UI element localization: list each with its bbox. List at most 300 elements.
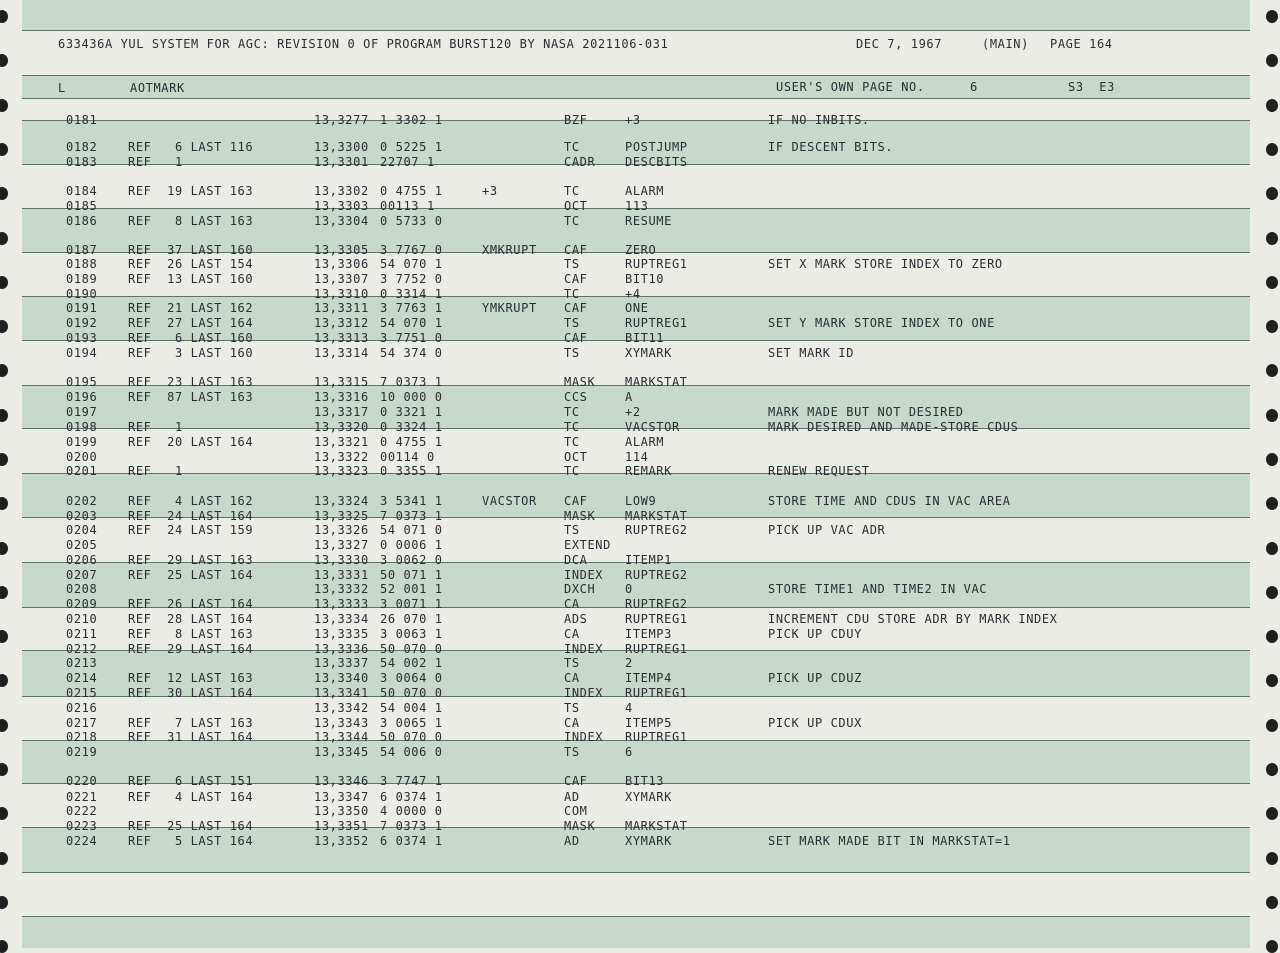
feed-hole (1266, 852, 1278, 865)
comment: SET X MARK STORE INDEX TO ZERO (768, 257, 1003, 271)
line-number: 0223 (66, 819, 98, 833)
operand: ONE (625, 301, 649, 315)
comment: PICK UP VAC ADR (768, 523, 886, 537)
line-number: 0186 (66, 214, 98, 228)
opcode: TC (564, 214, 580, 228)
machine-code: 7 0373 1 (380, 509, 443, 523)
address: 13,3336 (314, 642, 369, 656)
opcode: MASK (564, 375, 596, 389)
opcode: TC (564, 464, 580, 478)
cross-reference: REF 28 LAST 164 (128, 612, 254, 626)
address: 13,3303 (314, 199, 369, 213)
comment: SET MARK MADE BIT IN MARKSTAT=1 (768, 834, 1011, 848)
feed-hole (1266, 143, 1278, 156)
line-number: 0208 (66, 582, 98, 596)
opcode: INDEX (564, 686, 604, 700)
operand: +2 (625, 405, 641, 419)
symbol-label: +3 (482, 184, 498, 198)
line-number: 0201 (66, 464, 98, 478)
machine-code: 00114 0 (380, 450, 435, 464)
feed-hole (1266, 763, 1278, 776)
address: 13,3321 (314, 435, 369, 449)
cross-reference: REF 25 LAST 164 (128, 819, 254, 833)
machine-code: 7 0373 1 (380, 375, 443, 389)
feed-hole (1266, 187, 1278, 200)
operand: VACSTOR (625, 420, 680, 434)
feed-hole (0, 497, 8, 510)
line-number: 0217 (66, 716, 98, 730)
line-number: 0196 (66, 390, 98, 404)
address: 13,3310 (314, 287, 369, 301)
operand: POSTJUMP (625, 140, 688, 154)
machine-code: 0 3324 1 (380, 420, 443, 434)
users-page-number: 6 (970, 80, 978, 94)
machine-code: 54 070 1 (380, 257, 443, 271)
cross-reference: REF 24 LAST 164 (128, 509, 254, 523)
line-number: 0191 (66, 301, 98, 315)
machine-code: 54 071 0 (380, 523, 443, 537)
operand: ALARM (625, 435, 665, 449)
feed-hole (0, 99, 8, 112)
opcode: OCT (564, 199, 588, 213)
line-number: 0214 (66, 671, 98, 685)
address: 13,3316 (314, 390, 369, 404)
operand: MARKSTAT (625, 509, 688, 523)
opcode: TC (564, 140, 580, 154)
operand: 113 (625, 199, 649, 213)
operand: DESCBITS (625, 155, 688, 169)
feed-hole (1266, 674, 1278, 687)
line-number: 0195 (66, 375, 98, 389)
feed-hole (0, 409, 8, 422)
machine-code: 0 3314 1 (380, 287, 443, 301)
line-number: 0205 (66, 538, 98, 552)
opcode: CAF (564, 272, 588, 286)
operand: RUPTREG2 (625, 597, 688, 611)
cross-reference: REF 21 LAST 162 (128, 301, 254, 315)
feed-hole (1266, 807, 1278, 820)
address: 13,3341 (314, 686, 369, 700)
symbol-label: XMKRUPT (482, 243, 537, 257)
opcode: COM (564, 804, 588, 818)
opcode: AD (564, 834, 580, 848)
symbol-label: VACSTOR (482, 494, 537, 508)
machine-code: 22707 1 (380, 155, 435, 169)
address: 13,3320 (314, 420, 369, 434)
feed-hole (1266, 276, 1278, 289)
line-number: 0222 (66, 804, 98, 818)
cross-reference: REF 12 LAST 163 (128, 671, 254, 685)
print-date: DEC 7, 1967 (856, 37, 943, 51)
opcode: MASK (564, 509, 596, 523)
address: 13,3331 (314, 568, 369, 582)
operand: ZERO (625, 243, 657, 257)
comment: PICK UP CDUZ (768, 671, 862, 685)
cross-reference: REF 8 LAST 163 (128, 214, 254, 228)
cross-reference: REF 6 LAST 151 (128, 774, 254, 788)
line-number: 0202 (66, 494, 98, 508)
address: 13,3343 (314, 716, 369, 730)
feed-hole (1266, 940, 1278, 953)
address: 13,3327 (314, 538, 369, 552)
operand: BIT11 (625, 331, 665, 345)
address: 13,3346 (314, 774, 369, 788)
machine-code: 54 006 0 (380, 745, 443, 759)
machine-code: 3 7751 0 (380, 331, 443, 345)
operand: ITEMP3 (625, 627, 672, 641)
cross-reference: REF 29 LAST 164 (128, 642, 254, 656)
address: 13,3306 (314, 257, 369, 271)
machine-code: 3 7752 0 (380, 272, 443, 286)
operand: RUPTREG1 (625, 730, 688, 744)
machine-code: 54 070 1 (380, 316, 443, 330)
machine-code: 3 7767 0 (380, 243, 443, 257)
line-number: 0207 (66, 568, 98, 582)
machine-code: 0 3355 1 (380, 464, 443, 478)
band-rule (22, 98, 1250, 99)
line-number: 0194 (66, 346, 98, 360)
opcode: TC (564, 405, 580, 419)
machine-code: 0 5225 1 (380, 140, 443, 154)
feed-hole (0, 719, 8, 732)
feed-hole (0, 276, 8, 289)
line-number: 0218 (66, 730, 98, 744)
feed-hole (1266, 232, 1278, 245)
opcode: INDEX (564, 568, 604, 582)
address: 13,3312 (314, 316, 369, 330)
machine-code: 0 3321 1 (380, 405, 443, 419)
paper-band (22, 75, 1250, 98)
users-page-label: USER'S OWN PAGE NO. (776, 80, 925, 94)
operand: RUPTREG1 (625, 642, 688, 656)
operand: REMARK (625, 464, 672, 478)
feed-hole (1266, 719, 1278, 732)
address: 13,3302 (314, 184, 369, 198)
machine-code: 7 0373 1 (380, 819, 443, 833)
cross-reference: REF 8 LAST 163 (128, 627, 254, 641)
opcode: CAF (564, 494, 588, 508)
operand: A (625, 390, 633, 404)
line-number: 0185 (66, 199, 98, 213)
machine-code: 50 071 1 (380, 568, 443, 582)
machine-code: 3 7763 1 (380, 301, 443, 315)
opcode: MASK (564, 819, 596, 833)
machine-code: 6 0374 1 (380, 834, 443, 848)
operand: +4 (625, 287, 641, 301)
line-number: 0183 (66, 155, 98, 169)
operand: 6 (625, 745, 633, 759)
operand: ALARM (625, 184, 665, 198)
machine-code: 4 0000 0 (380, 804, 443, 818)
line-number: 0181 (66, 113, 98, 127)
machine-code: 3 0071 1 (380, 597, 443, 611)
line-number: 0193 (66, 331, 98, 345)
feed-hole (1266, 497, 1278, 510)
feed-hole (0, 586, 8, 599)
feed-hole (1266, 320, 1278, 333)
operand: +3 (625, 113, 641, 127)
feed-hole (0, 54, 8, 67)
operand: LOW9 (625, 494, 657, 508)
line-number: 0188 (66, 257, 98, 271)
feed-hole (1266, 364, 1278, 377)
feed-hole (1266, 54, 1278, 67)
address: 13,3305 (314, 243, 369, 257)
opcode: BZF (564, 113, 588, 127)
line-number: 0197 (66, 405, 98, 419)
opcode: CAF (564, 243, 588, 257)
feed-hole (1266, 409, 1278, 422)
opcode: TC (564, 184, 580, 198)
opcode: INDEX (564, 730, 604, 744)
address: 13,3314 (314, 346, 369, 360)
operand: XYMARK (625, 790, 672, 804)
feed-hole (1266, 453, 1278, 466)
line-number: 0210 (66, 612, 98, 626)
address: 13,3311 (314, 301, 369, 315)
feed-hole (0, 630, 8, 643)
feed-hole (0, 807, 8, 820)
machine-code: 54 374 0 (380, 346, 443, 360)
machine-code: 0 4755 1 (380, 435, 443, 449)
line-number: 0182 (66, 140, 98, 154)
operand: RUPTREG2 (625, 523, 688, 537)
line-number: 0221 (66, 790, 98, 804)
level-marker: L (58, 81, 66, 95)
address: 13,3350 (314, 804, 369, 818)
operand: BIT10 (625, 272, 665, 286)
address: 13,3332 (314, 582, 369, 596)
cross-reference: REF 1 (128, 155, 183, 169)
feed-hole (1266, 10, 1278, 23)
operand: BIT13 (625, 774, 665, 788)
machine-code: 3 0064 0 (380, 671, 443, 685)
operand: 0 (625, 582, 633, 596)
machine-code: 00113 1 (380, 199, 435, 213)
cross-reference: REF 4 LAST 162 (128, 494, 254, 508)
comment: PICK UP CDUY (768, 627, 862, 641)
feed-hole (0, 320, 8, 333)
opcode: TC (564, 287, 580, 301)
operand: RUPTREG2 (625, 568, 688, 582)
line-number: 0212 (66, 642, 98, 656)
feed-hole (0, 232, 8, 245)
operand: RESUME (625, 214, 672, 228)
operand: MARKSTAT (625, 819, 688, 833)
cross-reference: REF 23 LAST 163 (128, 375, 254, 389)
feed-hole (0, 674, 8, 687)
feed-hole (1266, 586, 1278, 599)
opcode: CA (564, 671, 580, 685)
cross-reference: REF 25 LAST 164 (128, 568, 254, 582)
line-number: 0206 (66, 553, 98, 567)
address: 13,3322 (314, 450, 369, 464)
address: 13,3335 (314, 627, 369, 641)
address: 13,3344 (314, 730, 369, 744)
machine-code: 1 3302 1 (380, 113, 443, 127)
cross-reference: REF 3 LAST 160 (128, 346, 254, 360)
address: 13,3323 (314, 464, 369, 478)
line-number: 0220 (66, 774, 98, 788)
address: 13,3307 (314, 272, 369, 286)
cross-reference: REF 27 LAST 164 (128, 316, 254, 330)
address: 13,3337 (314, 656, 369, 670)
operand: 114 (625, 450, 649, 464)
address: 13,3351 (314, 819, 369, 833)
machine-code: 26 070 1 (380, 612, 443, 626)
opcode: CAF (564, 774, 588, 788)
address: 13,3301 (314, 155, 369, 169)
cross-reference: REF 7 LAST 163 (128, 716, 254, 730)
machine-code: 0 4755 1 (380, 184, 443, 198)
machine-code: 0 5733 0 (380, 214, 443, 228)
cross-reference: REF 26 LAST 154 (128, 257, 254, 271)
operand: 4 (625, 701, 633, 715)
band-rule (22, 75, 1250, 76)
comment: STORE TIME1 AND TIME2 IN VAC (768, 582, 988, 596)
operand: RUPTREG1 (625, 612, 688, 626)
address: 13,3277 (314, 113, 369, 127)
cross-reference: REF 24 LAST 159 (128, 523, 254, 537)
opcode: INDEX (564, 642, 604, 656)
feed-hole (0, 187, 8, 200)
line-number: 0184 (66, 184, 98, 198)
line-number: 0215 (66, 686, 98, 700)
machine-code: 10 000 0 (380, 390, 443, 404)
line-number: 0204 (66, 523, 98, 537)
address: 13,3345 (314, 745, 369, 759)
comment: STORE TIME AND CDUS IN VAC AREA (768, 494, 1011, 508)
address: 13,3352 (314, 834, 369, 848)
address: 13,3342 (314, 701, 369, 715)
cross-reference: REF 5 LAST 164 (128, 834, 254, 848)
cross-reference: REF 19 LAST 163 (128, 184, 254, 198)
operand: MARKSTAT (625, 375, 688, 389)
feed-hole (0, 364, 8, 377)
line-number: 0224 (66, 834, 98, 848)
machine-code: 50 070 0 (380, 642, 443, 656)
band-rule (22, 30, 1250, 31)
listing-title: 633436A YUL SYSTEM FOR AGC: REVISION 0 OF PROGRAM BURST120 BY NASA 2021106-031 (58, 37, 669, 51)
machine-code: 54 004 1 (380, 701, 443, 715)
comment: IF DESCENT BITS. (768, 140, 894, 154)
cross-reference: REF 4 LAST 164 (128, 790, 254, 804)
line-number: 0213 (66, 656, 98, 670)
machine-code: 50 070 0 (380, 730, 443, 744)
line-number: 0198 (66, 420, 98, 434)
opcode: CA (564, 597, 580, 611)
feed-hole (1266, 542, 1278, 555)
feed-hole (0, 763, 8, 776)
opcode: TS (564, 656, 580, 670)
operand: ITEMP4 (625, 671, 672, 685)
comment: SET Y MARK STORE INDEX TO ONE (768, 316, 995, 330)
opcode: DXCH (564, 582, 596, 596)
feed-hole (1266, 896, 1278, 909)
operand: RUPTREG1 (625, 316, 688, 330)
cross-reference: REF 13 LAST 160 (128, 272, 254, 286)
machine-code: 3 5341 1 (380, 494, 443, 508)
opcode: TS (564, 346, 580, 360)
line-number: 0199 (66, 435, 98, 449)
cross-reference: REF 87 LAST 163 (128, 390, 254, 404)
opcode: AD (564, 790, 580, 804)
line-number: 0216 (66, 701, 98, 715)
comment: RENEW REQUEST (768, 464, 870, 478)
paper-band (22, 0, 1250, 30)
feed-hole (0, 453, 8, 466)
address: 13,3325 (314, 509, 369, 523)
feed-hole (1266, 630, 1278, 643)
operand: XYMARK (625, 834, 672, 848)
feed-hole (0, 852, 8, 865)
opcode: EXTEND (564, 538, 611, 552)
section-label: (MAIN) (982, 37, 1029, 51)
cross-reference: REF 29 LAST 163 (128, 553, 254, 567)
feed-hole (1266, 99, 1278, 112)
opcode: OCT (564, 450, 588, 464)
band-rule (22, 916, 1250, 917)
page-codes: S3 E3 (1068, 80, 1115, 94)
cross-reference: REF 26 LAST 164 (128, 597, 254, 611)
feed-hole (0, 940, 8, 953)
cross-reference: REF 37 LAST 160 (128, 243, 254, 257)
line-number: 0190 (66, 287, 98, 301)
band-rule (22, 872, 1250, 873)
opcode: CAF (564, 331, 588, 345)
cross-reference: REF 20 LAST 164 (128, 435, 254, 449)
address: 13,3326 (314, 523, 369, 537)
address: 13,3313 (314, 331, 369, 345)
line-number: 0189 (66, 272, 98, 286)
address: 13,3300 (314, 140, 369, 154)
machine-code: 6 0374 1 (380, 790, 443, 804)
opcode: CAF (564, 301, 588, 315)
address: 13,3334 (314, 612, 369, 626)
machine-code: 3 0065 1 (380, 716, 443, 730)
comment: SET MARK ID (768, 346, 855, 360)
opcode: CADR (564, 155, 596, 169)
page-number: PAGE 164 (1050, 37, 1113, 51)
machine-code: 0 0006 1 (380, 538, 443, 552)
line-number: 0211 (66, 627, 98, 641)
feed-hole (0, 143, 8, 156)
feed-hole (0, 896, 8, 909)
address: 13,3330 (314, 553, 369, 567)
opcode: TS (564, 316, 580, 330)
feed-hole (0, 10, 8, 23)
address: 13,3324 (314, 494, 369, 508)
feed-hole (0, 542, 8, 555)
opcode: ADS (564, 612, 588, 626)
opcode: CCS (564, 390, 588, 404)
line-number: 0187 (66, 243, 98, 257)
line-number: 0192 (66, 316, 98, 330)
machine-code: 52 001 1 (380, 582, 443, 596)
opcode: DCA (564, 553, 588, 567)
opcode: TC (564, 420, 580, 434)
address: 13,3340 (314, 671, 369, 685)
paper-band (22, 916, 1250, 948)
address: 13,3315 (314, 375, 369, 389)
cross-reference: REF 31 LAST 164 (128, 730, 254, 744)
opcode: TS (564, 745, 580, 759)
address: 13,3347 (314, 790, 369, 804)
operand: 2 (625, 656, 633, 670)
line-number: 0203 (66, 509, 98, 523)
comment: MARK MADE BUT NOT DESIRED (768, 405, 964, 419)
cross-reference: REF 1 (128, 420, 183, 434)
